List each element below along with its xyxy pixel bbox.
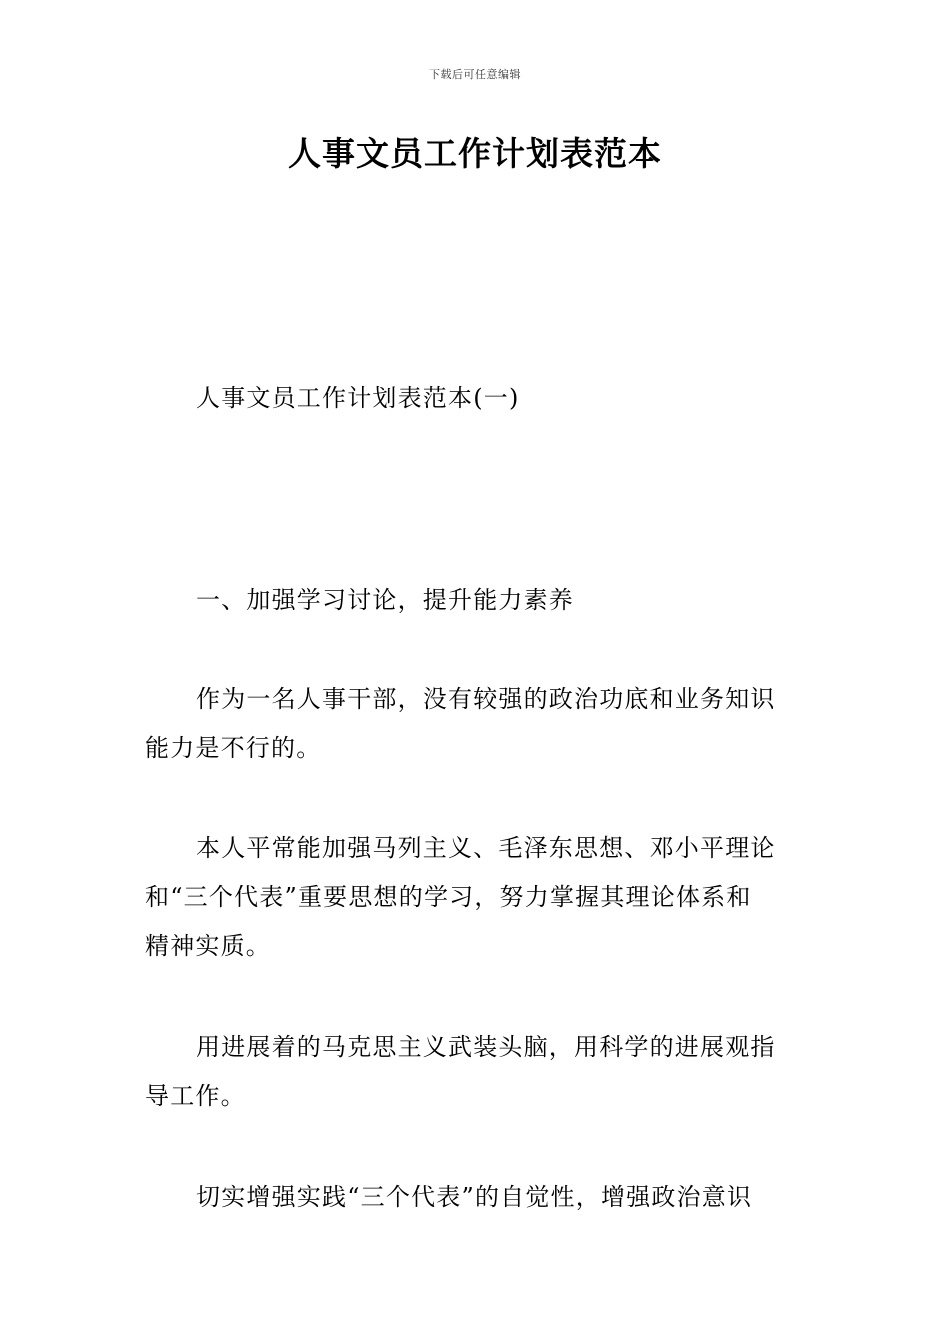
header-note: 下载后可任意编辑: [429, 68, 521, 81]
document-title: 人事文员工作计划表范本: [288, 134, 662, 173]
paragraph-line: 精神实质。: [145, 932, 271, 960]
subtitle: 人事文员工作计划表范本(一): [196, 384, 520, 412]
paragraph-line: 能力是不行的。: [145, 734, 322, 762]
paragraph-line: 切实增强实践“三个代表”的自觉性，增强政治意识: [196, 1183, 753, 1211]
section-heading: 一、加强学习讨论，提升能力素养: [196, 586, 574, 614]
paragraph-line: 作为一名人事干部，没有较强的政治功底和业务知识: [196, 685, 776, 713]
paragraph-line: 用进展着的马克思主义武装头脑，用科学的进展观指: [196, 1033, 776, 1061]
paragraph-line: 和“三个代表”重要思想的学习，努力掌握其理论体系和: [145, 883, 752, 911]
paragraph-line: 导工作。: [145, 1082, 246, 1110]
paragraph-line: 本人平常能加强马列主义、毛泽东思想、邓小平理论: [196, 834, 776, 862]
